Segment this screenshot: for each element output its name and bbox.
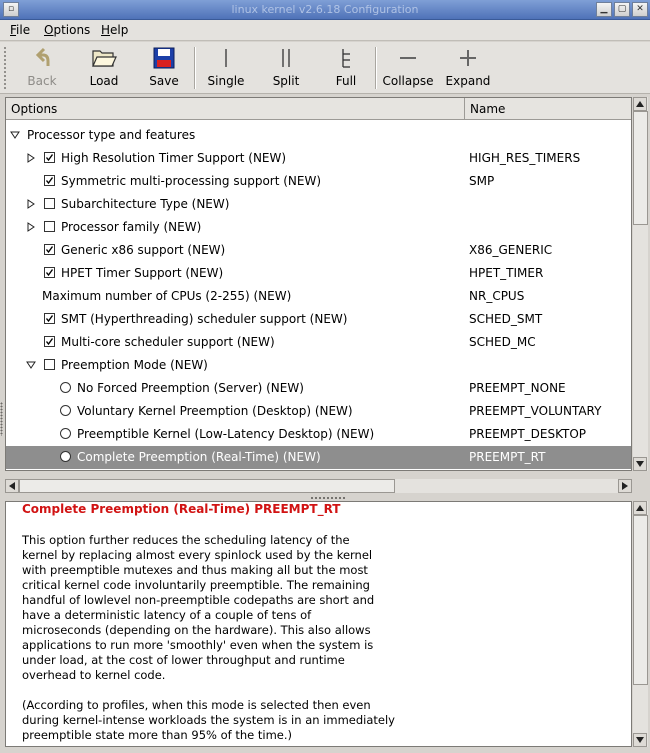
menu-help[interactable] [101,23,128,37]
scroll-up-button[interactable] [633,501,647,515]
row-symbol: NR_CPUS [469,289,525,303]
row-symbol: HIGH_RES_TIMERS [469,151,581,165]
pane-splitter-handle[interactable] [310,496,346,500]
minus-icon [382,46,434,70]
row-label: Preemption Mode (NEW) [61,358,208,372]
toolbar-grip[interactable] [3,46,7,90]
tree-row-preempt-none[interactable] [6,377,632,400]
arrow-up-icon [636,101,644,107]
menu-file[interactable] [10,23,30,37]
full-tree-icon [326,46,366,70]
tree-row-sched-smt[interactable] [6,308,632,331]
checkbox-unchecked[interactable] [44,221,55,232]
row-label: Maximum number of CPUs (2-255) (NEW) [42,289,292,303]
tree-row-preempt-desktop[interactable] [6,423,632,446]
tree-row-high-res-timers[interactable] [6,147,632,170]
tree-horizontal-scrollbar[interactable] [5,479,632,493]
row-symbol: PREEMPT_RT [469,450,546,464]
save-label: Save [149,74,179,88]
checkbox-checked[interactable] [44,267,55,278]
row-label: SMT (Hyperthreading) scheduler support (NEW) [61,312,348,326]
window-edge-grip[interactable] [0,402,3,436]
row-label: Complete Preemption (Real-Time) (NEW) [77,450,321,464]
menu-options-label: ptions [53,23,91,37]
plus-icon [444,46,492,70]
row-symbol: PREEMPT_VOLUNTARY [469,404,602,418]
toolbar-separator [194,47,196,89]
load-label: Load [89,74,119,88]
menu-file-label: ile [16,23,31,37]
column-header-name[interactable]: Name [470,102,506,116]
minimize-button[interactable]: ▁ [596,2,612,17]
row-label: No Forced Preemption (Server) (NEW) [77,381,304,395]
help-vertical-scrollbar[interactable] [633,501,648,747]
split-pane-icon [264,46,308,70]
arrow-right-icon [622,482,628,490]
arrow-up-icon [636,505,644,511]
title-bar[interactable] [0,0,650,20]
back-label: Back [27,74,57,88]
scroll-right-button[interactable] [618,479,632,493]
row-label: High Resolution Timer Support (NEW) [61,151,287,165]
row-label: Preemptible Kernel (Low-Latency Desktop) (NEW) [77,427,375,441]
row-label: Processor family (NEW) [61,220,202,234]
scroll-thumb[interactable] [19,479,395,493]
help-text: This option further reduces the scheduling latency of the kernel by replacing almost every spinlock used by the kernel with preemptible mutexes and thus making all but the most critical kernel code involuntarily preemptible. The remaining handful of lowlevel non-preemptible codepaths are short and have a deterministic latency of a couple of tens of microseconds (depending on the hardware). This also allows applications to run more 'smoothly' even when the system is under load, at the cost of lower throughput and runtime overhead to kernel code. (According to profiles, when this mode is selected then even during kernel-intense workloads the system is in an immediately preemptible state more than 95% of the time.) [22,533,395,742]
menu-options[interactable] [44,23,90,37]
collapsed-arrow-icon[interactable] [26,222,36,232]
radio-button-unselected[interactable] [60,382,71,393]
menu-help-label: elp [110,23,129,37]
row-symbol: PREEMPT_NONE [469,381,566,395]
row-label: Processor type and features [27,128,196,142]
row-symbol: HPET_TIMER [469,266,544,280]
single-label: Single [207,74,245,88]
back-arrow-icon [20,46,64,70]
toolbar [0,42,650,94]
checkbox-checked[interactable] [44,313,55,324]
back-button[interactable] [20,46,64,90]
tree-row-smp[interactable] [6,170,632,193]
row-symbol: SCHED_SMT [469,312,543,326]
single-pane-icon [203,46,249,70]
row-symbol: SCHED_MC [469,335,536,349]
tree-row-preempt-voluntary[interactable] [6,400,632,423]
checkbox-checked[interactable] [44,244,55,255]
menu-file-accel: F [10,23,17,37]
row-label: Multi-core scheduler support (NEW) [61,335,275,349]
tree-row-generic-x86[interactable] [6,239,632,262]
menu-help-accel: H [101,23,111,37]
floppy-disk-icon [142,46,186,70]
radio-button-unselected[interactable] [60,451,71,462]
tree-row-subarchitecture[interactable] [6,193,632,216]
close-button[interactable]: ✕ [632,2,648,17]
split-view-button[interactable] [264,46,308,90]
tree-row-processor-family[interactable] [6,216,632,239]
menu-options-accel: O [44,23,54,37]
full-view-button[interactable] [326,46,366,90]
save-button[interactable] [142,46,186,90]
tree-row-nr-cpus[interactable] [6,285,632,308]
expanded-arrow-icon[interactable] [10,130,20,140]
collapse-button[interactable] [382,46,434,90]
maximize-button[interactable]: ▢ [614,2,630,17]
tree-vertical-scrollbar[interactable] [633,97,648,471]
checkbox-unchecked[interactable] [44,359,55,370]
row-symbol: PREEMPT_DESKTOP [469,427,587,441]
tree-row-sched-mc[interactable] [6,331,632,354]
row-label: Generic x86 support (NEW) [61,243,226,257]
column-header-options[interactable]: Options [6,98,465,120]
arrow-down-icon [636,461,644,467]
collapsed-arrow-icon[interactable] [26,153,36,163]
checkbox-checked[interactable] [44,336,55,347]
tree-header [6,98,632,120]
tree-row-hpet-timer[interactable] [6,262,632,285]
tree-row-preemption-mode[interactable] [6,354,632,377]
arrow-left-icon [9,482,15,490]
row-symbol: SMP [469,174,495,188]
scroll-left-button[interactable] [5,479,19,493]
single-view-button[interactable] [203,46,249,90]
radio-button-unselected[interactable] [60,428,71,439]
window-title: linux kernel v2.6.18 Configuration [231,3,419,16]
scroll-thumb[interactable] [633,111,648,225]
scroll-down-button[interactable] [633,457,647,471]
split-label: Split [272,74,300,88]
scroll-down-button[interactable] [633,733,647,747]
checkbox-checked[interactable] [44,175,55,186]
row-label: HPET Timer Support (NEW) [61,266,224,280]
toolbar-separator [375,47,377,89]
expand-button[interactable] [444,46,492,90]
row-symbol: X86_GENERIC [469,243,553,257]
row-label: Voluntary Kernel Preemption (Desktop) (NEW) [77,404,353,418]
full-label: Full [335,74,357,88]
scroll-up-button[interactable] [633,97,647,111]
scroll-thumb[interactable] [633,515,648,685]
checkbox-unchecked[interactable] [44,198,55,209]
load-button[interactable] [82,46,126,90]
folder-open-icon [82,46,126,70]
menu-bar [0,20,650,41]
row-label: Symmetric multi-processing support (NEW) [61,174,322,188]
collapsed-arrow-icon[interactable] [26,199,36,209]
collapse-label: Collapse [382,74,434,88]
expanded-arrow-icon[interactable] [26,360,36,370]
config-tree[interactable] [5,97,632,471]
arrow-down-icon [636,737,644,743]
tree-row-preempt-rt[interactable] [6,446,632,469]
checkbox-checked[interactable] [44,152,55,163]
tree-row-processor-type[interactable] [6,124,632,147]
window-menu-button[interactable]: ▫ [3,2,19,17]
row-label: Subarchitecture Type (NEW) [61,197,230,211]
help-title: Complete Preemption (Real-Time) PREEMPT_RT [22,502,341,516]
radio-button-unselected[interactable] [60,405,71,416]
expand-label: Expand [445,74,491,88]
help-panel[interactable] [5,501,632,747]
